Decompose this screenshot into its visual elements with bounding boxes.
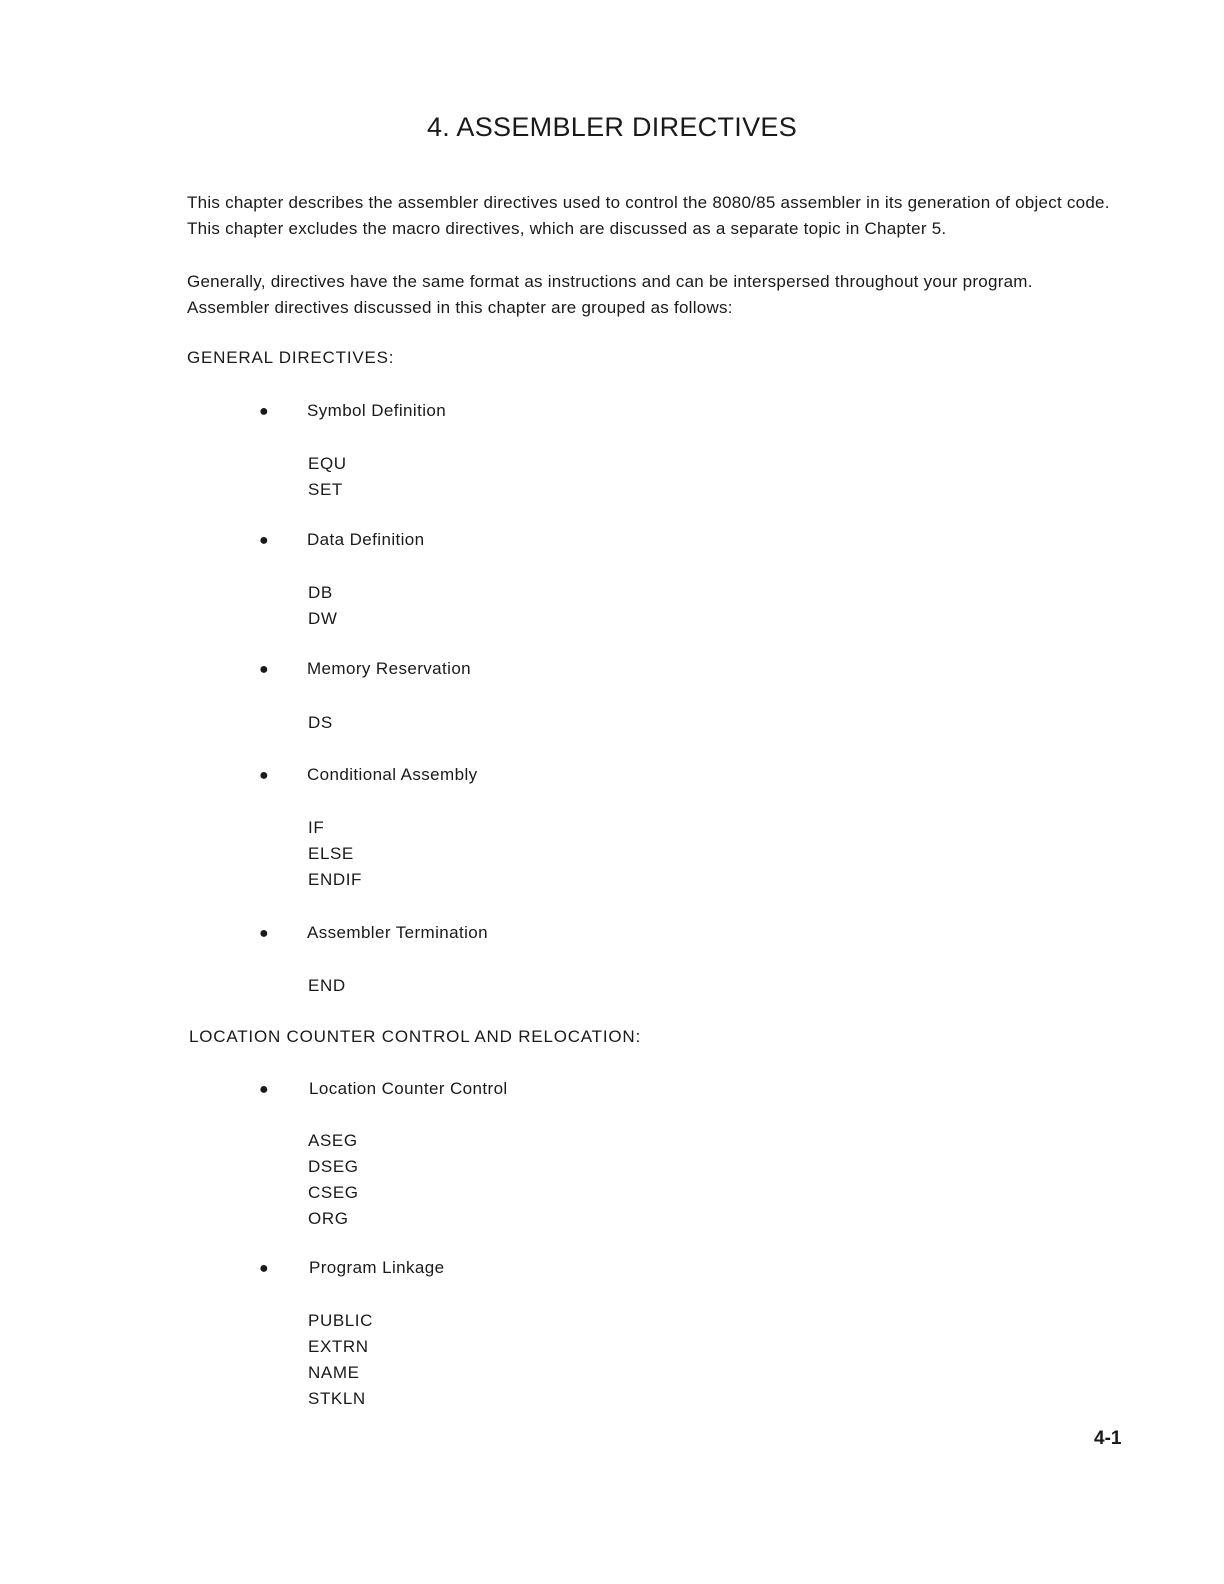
directive-item: END bbox=[308, 976, 346, 995]
directive-item: SET bbox=[308, 480, 343, 499]
directive-list-data-definition bbox=[308, 580, 338, 632]
directive-item: STKLN bbox=[308, 1389, 366, 1408]
intro-paragraph-2: Generally, directives have the same format as instructions and can be interspersed throughout your program. Assembler directives discussed in this chapter are grouped as follows: bbox=[187, 272, 1033, 317]
directive-item: ORG bbox=[308, 1209, 349, 1228]
group-title-conditional-assembly: Conditional Assembly bbox=[307, 765, 478, 784]
bullet-icon: ● bbox=[259, 403, 269, 420]
directive-list-location-counter-control bbox=[308, 1128, 359, 1232]
group-title-memory-reservation: Memory Reservation bbox=[307, 659, 472, 678]
group-title-symbol-definition: Symbol Definition bbox=[307, 401, 447, 420]
directive-item: DW bbox=[308, 609, 338, 628]
chapter-title: 4. ASSEMBLER DIRECTIVES bbox=[426, 112, 797, 142]
bullet-icon: ● bbox=[259, 1081, 269, 1098]
group-title-program-linkage: Program Linkage bbox=[309, 1258, 445, 1277]
directive-item: NAME bbox=[308, 1363, 360, 1382]
directive-item: DSEG bbox=[308, 1157, 359, 1176]
directive-item: ENDIF bbox=[308, 870, 362, 889]
page-number: 4-1 bbox=[1094, 1428, 1122, 1449]
directive-item: PUBLIC bbox=[308, 1311, 374, 1330]
bullet-icon: ● bbox=[259, 661, 269, 678]
group-title-location-counter-control: Location Counter Control bbox=[309, 1079, 508, 1098]
bullet-icon: ● bbox=[259, 925, 269, 942]
directive-item: CSEG bbox=[308, 1183, 359, 1202]
directive-item: EQU bbox=[308, 454, 347, 473]
group-title-data-definition: Data Definition bbox=[307, 530, 425, 549]
intro-paragraph-1: This chapter describes the assembler directives used to control the 8080/85 assembler in its generation of object code. This chapter excludes the macro directives, which are discussed as a separate topic in Chapter 5. bbox=[187, 193, 1110, 238]
bullet-icon: ● bbox=[259, 767, 269, 784]
directive-list-memory-reservation bbox=[308, 710, 333, 736]
bullet-icon: ● bbox=[259, 1260, 269, 1277]
directive-item: IF bbox=[308, 818, 325, 837]
directive-list-program-linkage bbox=[308, 1308, 373, 1412]
group-title-assembler-termination: Assembler Termination bbox=[307, 923, 488, 942]
directive-item: ASEG bbox=[308, 1131, 358, 1150]
general-directives-heading: GENERAL DIRECTIVES: bbox=[187, 348, 395, 367]
directive-item: EXTRN bbox=[308, 1337, 369, 1356]
directive-item: DB bbox=[308, 583, 333, 602]
location-counter-heading: LOCATION COUNTER CONTROL AND RELOCATION: bbox=[189, 1027, 642, 1046]
directive-list-assembler-termination bbox=[308, 973, 346, 999]
directive-list-symbol-definition bbox=[308, 451, 347, 503]
directive-item: ELSE bbox=[308, 844, 354, 863]
directive-list-conditional-assembly bbox=[308, 815, 362, 893]
bullet-icon: ● bbox=[259, 532, 269, 549]
directive-item: DS bbox=[308, 713, 333, 732]
